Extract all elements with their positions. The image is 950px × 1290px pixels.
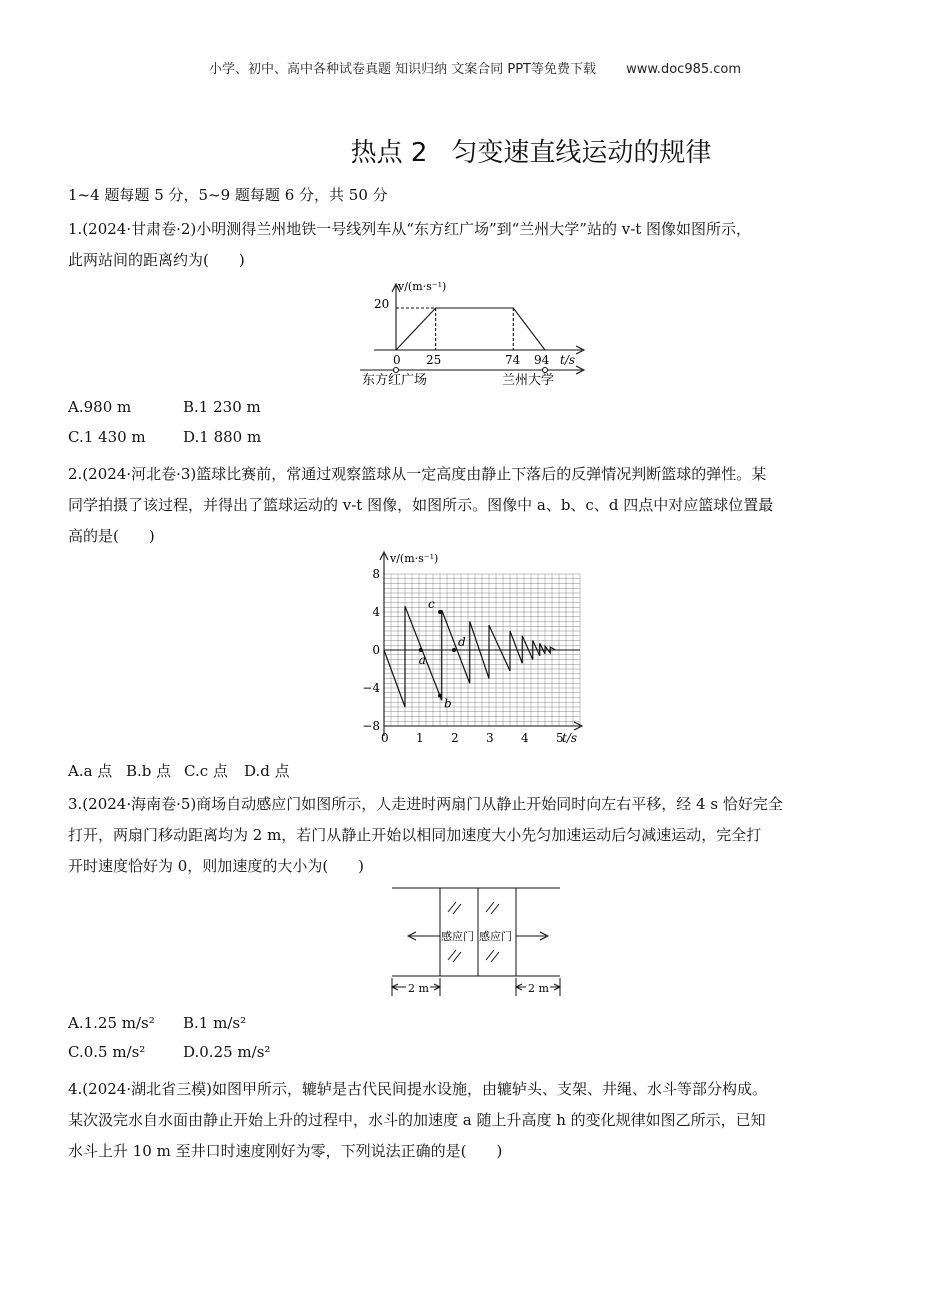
q2-point-label-c: c <box>428 597 435 611</box>
q1-stem-line1: 1.(2024·甘肃卷·2)小明测得兰州地铁一号线列车从“东方红广场”到“兰州大学”站的 v-t 图像如图所示， <box>68 220 752 238</box>
page-title <box>0 132 950 169</box>
q1-xtick-0: 0 <box>393 353 401 367</box>
score-intro: 1~4 题每题 5 分，5~9 题每题 6 分，共 50 分 <box>68 186 388 204</box>
q1-xtick-74: 74 <box>505 353 521 367</box>
q1-station-b: 兰州大学 <box>502 373 555 388</box>
q1-station-a: 东方红广场 <box>362 373 428 388</box>
q1-xlabel: t/s <box>560 353 576 367</box>
q1-ytick-20: 20 <box>374 297 390 311</box>
q3-dist-right: 2 m <box>528 982 549 995</box>
q1-xtick-25: 25 <box>426 353 442 367</box>
header-url[interactable]: www.doc985.com <box>626 62 742 77</box>
q2-option-a[interactable]: A.a 点 <box>68 762 113 780</box>
q2-ytick: −4 <box>362 681 380 695</box>
q1-options-row1 <box>68 398 261 416</box>
q1-vt-graph <box>360 278 590 390</box>
q2-xtick: 3 <box>486 731 494 745</box>
q3-stem-line1: 3.(2024·海南卷·5)商场自动感应门如图所示，人走进时两扇门从静止开始同时向左右平移，经 4 s 恰好完全 <box>68 795 783 813</box>
q3-dist-left: 2 m <box>408 982 429 995</box>
q4-stem-line1: 4.(2024·湖北省三模)如图甲所示，辘轳是古代民间提水设施，由辘轳头、支架、井绳、水斗等部分构成。 <box>68 1080 767 1098</box>
q2-point-label-a: a <box>418 653 426 667</box>
q3-door-diagram <box>390 884 565 1004</box>
q2-ylabel: v/(m·s⁻¹) <box>390 552 439 565</box>
q3-options-row2 <box>68 1043 270 1061</box>
q3-door-label-left: 感应门 <box>441 930 474 943</box>
q1-option-b[interactable]: B.1 230 m <box>183 398 261 416</box>
q4-stem-line2: 某次汲完水自水面由静止开始上升的过程中，水斗的加速度 a 随上升高度 h 的变化规律如图乙所示，已知 <box>68 1111 766 1129</box>
q3-option-c[interactable]: C.0.5 m/s² <box>68 1043 146 1061</box>
q2-stem-line3: 高的是( ) <box>68 527 155 545</box>
q1-option-a[interactable]: A.980 m <box>68 398 132 416</box>
q1-ylabel: v/(m·s⁻¹) <box>398 280 447 293</box>
site-header <box>0 58 950 77</box>
q4-stem-line3: 水斗上升 10 m 至井口时速度刚好为零，下列说法正确的是( ) <box>68 1142 503 1160</box>
q2-point-label-b: b <box>444 696 452 711</box>
q2-stem-line2: 同学拍摄了该过程，并得出了篮球运动的 v-t 图像，如图所示。图像中 a、b、c、d 四点中对应篮球位置最 <box>68 496 774 514</box>
title-text: 匀变速直线运动的规律 <box>451 138 712 168</box>
q2-ytick: 0 <box>372 643 380 657</box>
q1-option-d[interactable]: D.1 880 m <box>183 428 262 446</box>
q2-options <box>68 760 290 781</box>
q2-xtick: 0 <box>381 731 389 745</box>
q1-option-c[interactable]: C.1 430 m <box>68 428 146 446</box>
q2-point-d <box>452 648 456 652</box>
q1-xtick-94: 94 <box>534 353 550 367</box>
q2-point-c <box>438 610 442 614</box>
title-number: 热点 2 <box>350 138 428 168</box>
q1-velocity-line <box>396 308 545 350</box>
q2-point-label-d: d <box>458 635 466 649</box>
q1-stem-line2: 此两站间的距离约为( ) <box>68 251 245 269</box>
q3-stem-line2: 打开，两扇门移动距离均为 2 m，若门从静止开始以相同加速度大小先匀加速运动后匀减速运动，完全打 <box>68 826 762 844</box>
q3-option-a[interactable]: A.1.25 m/s² <box>68 1014 155 1032</box>
q2-xtick: 2 <box>451 731 459 745</box>
q2-xtick: 4 <box>521 731 529 745</box>
q3-option-b[interactable]: B.1 m/s² <box>183 1014 247 1032</box>
q2-point-b <box>438 694 442 698</box>
q2-xlabel: t/s <box>562 731 578 745</box>
q2-ytick: 8 <box>372 567 380 581</box>
q2-vt-graph <box>362 548 592 748</box>
q1-station-b-dot <box>543 368 548 373</box>
q2-option-c[interactable]: C.c 点 <box>184 762 228 780</box>
q2-ytick: 4 <box>372 605 380 619</box>
q2-xtick: 1 <box>416 731 424 745</box>
q2-xtick: 5 <box>556 731 564 745</box>
header-text: 小学、初中、高中各种试卷真题 知识归纳 文案合同 PPT等免费下载 <box>208 62 596 77</box>
q1-station-a-dot <box>394 368 399 373</box>
q3-stem-line3: 开时速度恰好为 0，则加速度的大小为( ) <box>68 857 365 875</box>
q2-option-d[interactable]: D.d 点 <box>244 762 290 780</box>
q3-option-d[interactable]: D.0.25 m/s² <box>183 1043 271 1061</box>
q2-ytick: −8 <box>362 719 380 733</box>
q3-options-row1 <box>68 1014 246 1032</box>
q3-door-label-right: 感应门 <box>479 930 512 943</box>
q2-option-b[interactable]: B.b 点 <box>126 762 172 780</box>
q1-options-row2 <box>68 428 261 446</box>
q2-stem-line1: 2.(2024·河北卷·3)篮球比赛前，常通过观察篮球从一定高度由静止下落后的反弹情况判断篮球的弹性。某 <box>68 465 767 483</box>
q2-point-a <box>419 648 423 652</box>
